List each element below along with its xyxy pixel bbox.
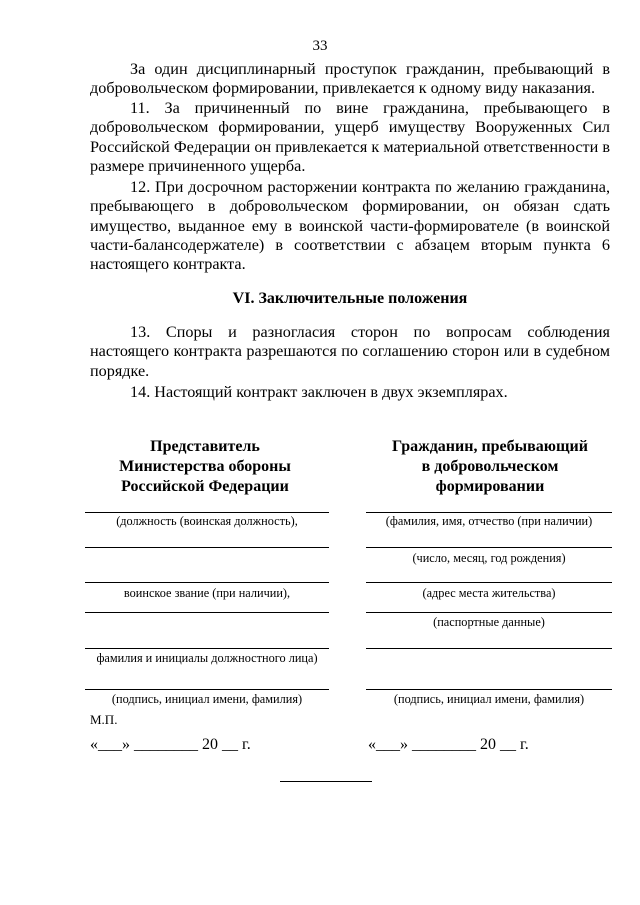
stamp-place: М.П. [90,712,118,727]
right-title-line-1: Гражданин, пребывающий [392,438,588,455]
paragraph-12 [90,178,610,274]
right-signature-line [366,689,612,690]
caption-birth: (число, месяц, год рождения) [412,551,566,565]
position-line-2 [85,547,329,548]
section-title: VI. Заключительные положения [232,290,468,307]
paragraph-disciplinary [90,60,610,99]
paragraph-disciplinary-text: За один дисциплинарный проступок гражданин, пребывающий в добровольческом формировании, привлекается к одному виду наказания. [90,60,610,98]
paragraph-13-text: 13. Споры и разногласия сторон по вопросам соблюдения настоящего контракта разрешаются по соглашению сторон или в судебном порядке. [90,323,610,380]
caption-passport: (паспортные данные) [433,615,545,629]
page-number: 33 [312,38,328,54]
rank-line-2 [85,612,329,613]
passport-line-2 [366,648,612,649]
footer-rule [280,781,372,782]
left-column-title [80,437,330,497]
address-line [366,582,612,583]
left-title-line-3: Российской Федерации [121,478,289,495]
paragraph-11-text: 11. За причиненный по вине гражданина, пребывающего в добровольческом формировании, ущерб имуществу Вооруженных Сил Российской Федерации он привлекается к материальной ответственности в размере причиненного ущерба. [90,99,610,175]
left-signature-line [85,689,329,690]
fio-line [366,512,612,513]
paragraph-11 [90,99,610,176]
caption-right-signature: (подпись, инициал имени, фамилия) [393,692,585,706]
position-line [85,512,329,513]
rank-line [85,582,329,583]
left-title-line-1: Представитель [150,438,260,455]
caption-fio: (фамилия, имя, отчество (при наличии) [385,514,593,528]
paragraph-13 [90,323,610,381]
right-title-line-2: в добровольческом [421,458,559,475]
right-title-line-3: формировании [435,478,545,495]
caption-address: (адрес места жительства) [422,586,556,600]
left-title-line-2: Министерства обороны [119,458,291,475]
caption-official-name: фамилия и инициалы должностного лица) [96,651,318,665]
official-name-line [85,648,329,649]
birth-line [366,547,612,548]
paragraph-14 [90,383,610,402]
left-date: «___» ________ 20 __ г. [90,736,251,753]
paragraph-14-text: 14. Настоящий контракт заключен в двух экземплярах. [130,383,508,401]
caption-position: (должность (воинская должность), [116,514,298,528]
caption-left-signature: (подпись, инициал имени, фамилия) [111,692,303,706]
passport-line [366,612,612,613]
caption-rank: воинское звание (при наличии), [123,586,291,600]
right-date: «___» ________ 20 __ г. [368,736,529,753]
paragraph-12-text: 12. При досрочном расторжении контракта по желанию гражданина, пребывающего в добровольческом формировании, он обязан сдать имущество, выданное ему в воинской части-формирователе (в воинской части-балансодержателе) в соответствии с абзацем вторым пункта 6 настоящего контракта. [90,178,610,274]
right-column-title [365,437,615,497]
